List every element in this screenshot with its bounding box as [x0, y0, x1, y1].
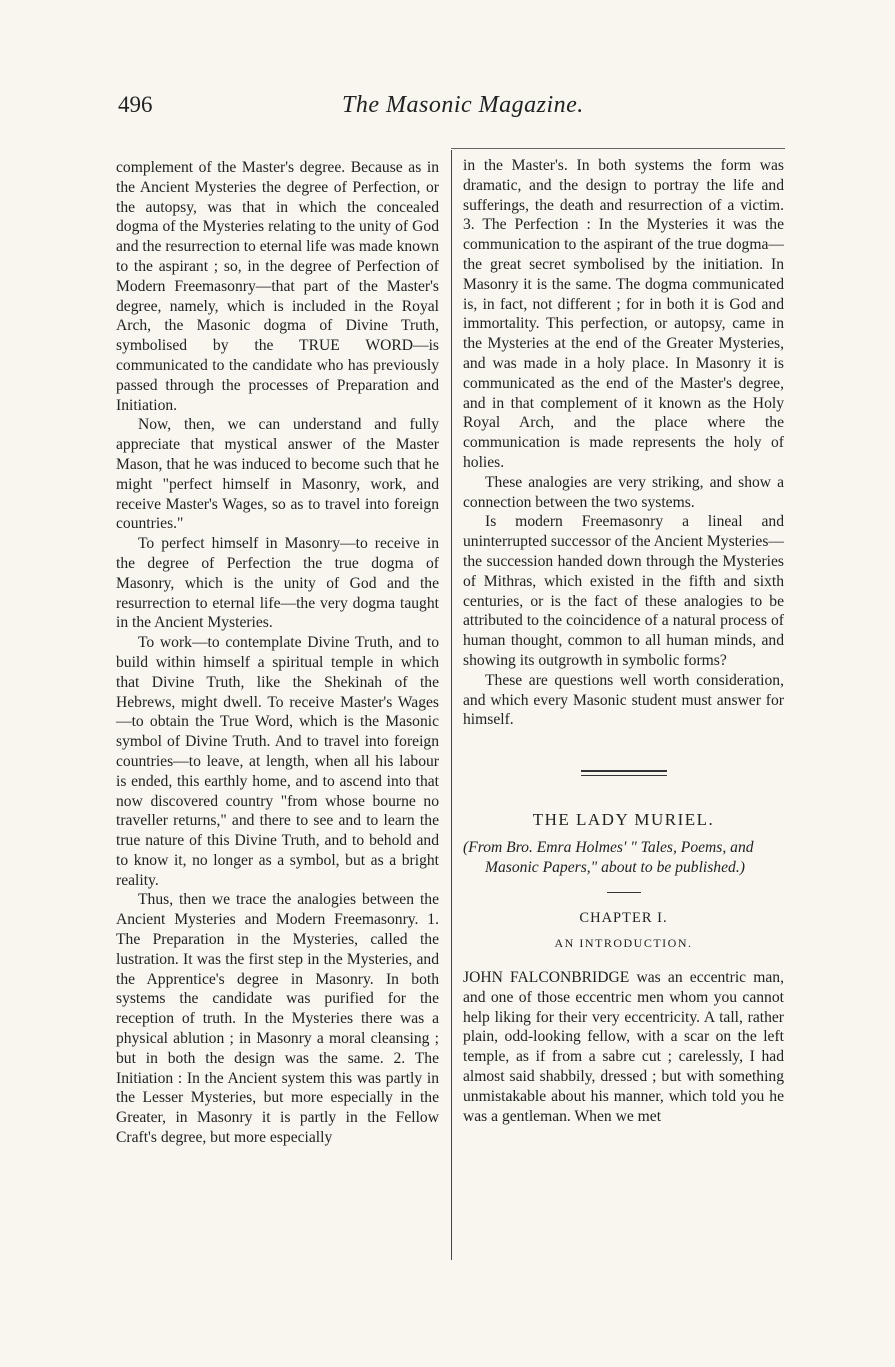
- paragraph: These are questions well worth consideration, and which every Masonic student must answer for himself.: [463, 671, 784, 729]
- short-rule: [607, 892, 641, 893]
- paragraph: To work—to contemplate Divine Truth, and to build within himself a spiritual temple in which that Divine Truth, like the Shekinah of the Hebrews, might dwell. To receive Master's Wages—to obtain the True Word, which is the Masonic symbol of Divine Truth. And to travel into foreign countries—to leave, at length, when all his labour is ended, this earthly home, and to ascend into that now discovered country "from whose bourne no traveller returns," and there to see and to learn the true nature of this Divine Truth, and to behold and to know it, no longer as a symbol, but as a bright reality.: [116, 634, 439, 889]
- story-title: THE LADY MURIEL.: [532, 810, 715, 830]
- paragraph: Thus, then we trace the analogies between the Ancient Mysteries and Modern Freemasonry. 1. The Preparation in the Mysteries, called the lustration. It was the first step in the Mysteries, and the Apprentice's degree in Masonry. In both systems the candidate was purified for the reception of truth. In the Mysteries there was a physical ablution ; in Masonry a moral cleansing ; but in both the design was the same. 2. The Initiation : In the Ancient system this was partly in the Lesser Mysteries, but more especially in the Greater, in Masonry it is partly in the Fellow Craft's degree, but more especially: [116, 891, 439, 1147]
- left-column: [116, 158, 439, 1148]
- running-title: The Masonic Magazine.: [342, 92, 584, 118]
- paragraph: To perfect himself in Masonry—to receive in the degree of Perfection the true dogma of Masonry, which is the unity of God and the resurrection to eternal life—the very dogma taught in the Ancient Mysteries.: [116, 535, 439, 632]
- column-divider: [451, 150, 452, 1260]
- right-column: [463, 156, 784, 1126]
- page-header: [118, 92, 778, 128]
- story-subtitle: (From Bro. Emra Holmes' " Tales, Poems, and Masonic Papers," about to be published.): [463, 838, 754, 876]
- section-separator: [581, 770, 667, 776]
- paragraph: complement of the Master's degree. Because as in the Ancient Mysteries the degree of Perfection, or the autopsy, was that in which the concealed dogma of the Mysteries relating to the unity of God and the resurrection to eternal life was made known to the aspirant ; so, in the degree of Perfection of Modern Freemasonry—that part of the Master's degree, namely, which is included in the Royal Arch, the Masonic dogma of Divine Truth, symbolised by the TRUE WORD—is communicated to the candidate who has previously passed through the processes of Preparation and Initiation.: [116, 159, 440, 414]
- story-opening-paragraph: JOHN FALCONBRIDGE was an eccentric man, and one of those eccentric men whom you cannot help liking for their very eccentricity. A tall, rather plain, odd-looking fellow, with a scar on the left temple, as if from a sabre cut ; carelessly, I had almost said shabbily, dressed ; but with something unmistakable about his manner, which told you he was a gentleman. When we met: [463, 969, 784, 1125]
- paragraph: These analogies are very striking, and show a connection between the two systems.: [463, 473, 784, 511]
- paragraph: Now, then, we can understand and fully appreciate that mystical answer of the Master Mason, that he was induced to become such that he might "perfect himself in Masonry, work, and receive Master's Wages, so as to travel into foreign countries.": [116, 416, 439, 533]
- paragraph: in the Master's. In both systems the form was dramatic, and the design to portray the life and sufferings, the death and resurrection of a victim. 3. The Perfection : In the Mysteries it was the communication to the aspirant of the true dogma—the great secret symbolised by the initiation. In Masonry it is the same. The dogma communicated is, in fact, not different ; for in both it is God and immortality. This perfection, or autopsy, came in the Mysteries at the end of the Greater Mysteries, and was made in a holy place. In Masonry it is communicated as the end of the Master's degree, and in that complement of it known as the Holy Royal Arch, and the place where the communication is made represents the holy of holies.: [463, 157, 784, 471]
- chapter-heading: CHAPTER I.: [579, 909, 668, 926]
- paragraph: Is modern Freemasonry a lineal and uninterrupted successor of the Ancient Mysteries—the succession handed down through the Mysteries of Mithras, which existed in the fifth and sixth centuries, or is the fact of these analogies to be attributed to the coincidence of a natural process of human thought, common to all human minds, and showing its outgrowth in symbolic forms?: [463, 513, 784, 669]
- chapter-title: AN INTRODUCTION.: [554, 936, 693, 951]
- column-top-rule: [451, 148, 785, 149]
- page-number: 496: [118, 92, 153, 117]
